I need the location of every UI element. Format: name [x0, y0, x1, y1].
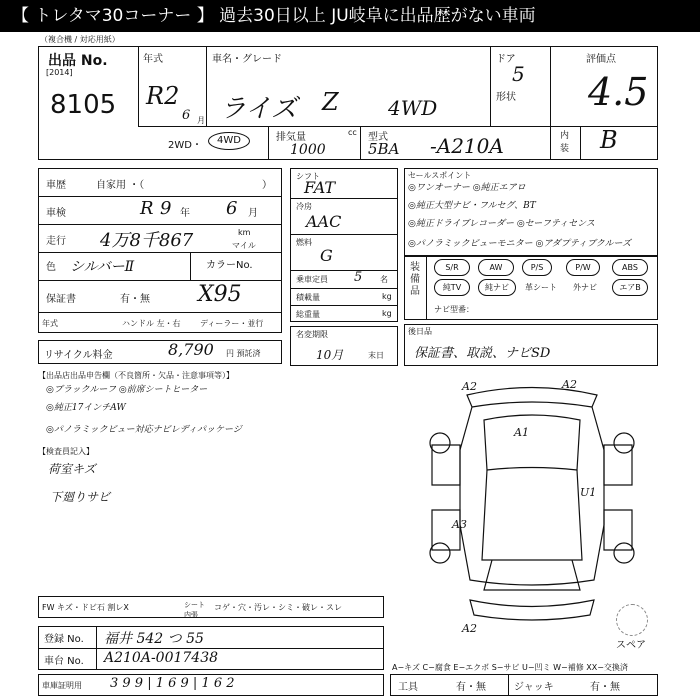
reg-deadline-label: 名変期限: [296, 330, 328, 339]
mileage-label: 走行: [46, 236, 66, 247]
warranty-options: 有・無: [120, 294, 150, 305]
doors-label: ドア: [496, 54, 516, 65]
color-label: 色: [46, 262, 56, 273]
seat-condition: コゲ・穴・汚レ・シミ・破レ・スレ: [214, 603, 342, 612]
equipment-option: 純TV: [434, 279, 470, 296]
registration-label: 登録 No.: [44, 634, 84, 645]
lot-label: 出品 No.: [48, 53, 108, 69]
mileage-unit-km: km: [238, 228, 251, 237]
inspection-month-unit: 月: [248, 208, 258, 219]
year-label: 年式: [143, 54, 163, 65]
damage-mark: A1: [514, 426, 529, 439]
year-month-unit: 月: [197, 116, 205, 125]
inspection-month: 6: [226, 198, 238, 219]
reg-deadline-value: 10月: [316, 348, 344, 362]
notes-label: 【出品店出品申告欄（不良箇所・欠品・注意事項等）】: [38, 371, 234, 380]
car-name: ライズ: [220, 94, 297, 124]
doors-value: 5: [512, 62, 525, 86]
recycle-value: 8,790: [168, 340, 214, 359]
certificate-values: 3 9 9 | 1 6 9 | 1 6 2: [110, 676, 235, 691]
drive-selected: 4WD: [208, 132, 250, 150]
inspection-label: 車検: [46, 208, 66, 219]
model-code-prefix: 5BA: [368, 140, 400, 158]
fw-label: FW キズ・ドビ石 割レX: [42, 603, 129, 612]
inspector-line: 下廻りサビ: [50, 490, 111, 504]
notes-line: ◎ブラックルーフ ◎前席シートヒーター: [46, 385, 208, 395]
aircon-value: AAC: [306, 212, 342, 231]
capacity-value: 5: [354, 270, 363, 285]
history-options: 自家用 ・（: [96, 180, 145, 191]
model-code-value: -A210A: [430, 134, 504, 158]
damage-mark: A3: [452, 518, 467, 531]
inspector-line: 荷室キズ: [48, 462, 96, 476]
steering-row-label: 年式: [42, 319, 58, 328]
displacement-unit: cc: [348, 128, 357, 137]
displacement-label: 排気量: [276, 132, 306, 143]
dealer-label: ディーラー・並行: [200, 319, 264, 328]
equipment-option: S/R: [434, 259, 470, 276]
drive-label: 2WD・: [168, 140, 202, 151]
equipment-option: 純ナビ: [478, 279, 516, 296]
chassis-label: 車台 No.: [44, 656, 84, 667]
jack-value: 有・無: [590, 682, 620, 693]
damage-mark: A2: [562, 378, 577, 391]
later-items-label: 後日品: [408, 327, 432, 336]
warranty-label: 保証書: [46, 294, 76, 305]
shape-label: 形状: [496, 92, 516, 103]
year-month: 6: [182, 108, 191, 123]
inspection-year-unit: 年: [180, 208, 190, 219]
navi-model-label: ナビ型番：: [434, 305, 474, 314]
certificate-label: 車庫証明用: [42, 681, 82, 690]
capacity-unit: 名: [380, 275, 388, 284]
jack-label: ジャッキ: [514, 682, 554, 693]
score-value: 4.5: [588, 70, 649, 114]
inspection-era: R: [140, 198, 154, 219]
chassis-value: A210A-0017438: [104, 650, 219, 666]
shift-value: FAT: [304, 178, 336, 197]
car-damage-diagram: [412, 375, 652, 625]
equipment-option: 革シート: [525, 283, 557, 292]
inspection-year: 9: [160, 198, 172, 219]
history-label: 車歴: [46, 180, 66, 191]
fuel-value: G: [320, 246, 333, 265]
registration-value: 福井 542 つ 55: [104, 631, 204, 647]
sales-point-line: ◎純正ドライブレコーダー ◎セーフティセンス: [408, 219, 595, 229]
score-label: 評価点: [586, 54, 616, 65]
equipment-label: 装備品: [410, 262, 420, 297]
seat-label: シート 内張: [184, 601, 205, 619]
displacement-value: 1000: [290, 142, 326, 158]
car-name-label: 車名・グレード: [212, 54, 282, 65]
sales-point-line: ◎パノラミックビューモニター ◎アダプティブクルーズ: [408, 239, 632, 249]
equipment-option: P/S: [522, 259, 552, 276]
spare-label: スペア: [616, 640, 646, 651]
tools-label: 工具: [398, 682, 418, 693]
damage-mark: A2: [462, 380, 477, 393]
equipment-option: 外ナビ: [573, 283, 597, 292]
lot-number: 8105: [50, 90, 117, 120]
subtitle: （複合機 / 対応用紙）: [40, 35, 120, 44]
aircon-label: 冷房: [296, 202, 312, 211]
damage-mark: A2: [462, 622, 477, 635]
color-code-label: カラーNo.: [206, 260, 253, 271]
page-banner: 【 トレタマ30コーナー 】 過去30日以上 JU岐阜に出品歴がない車両: [0, 0, 700, 32]
mileage-unit-mile: マイル: [232, 241, 256, 250]
car-drive: 4WD: [388, 96, 438, 120]
equipment-option: エアB: [612, 279, 648, 296]
history-close: ）: [262, 180, 272, 191]
warranty-value: X95: [198, 282, 242, 307]
equipment-option: AW: [478, 259, 514, 276]
load-unit: kg: [382, 292, 392, 301]
year-value: R2: [146, 82, 180, 110]
lot-year-tag: [2014]: [46, 68, 73, 77]
interior-label: 内装: [560, 131, 570, 154]
mileage-value: 4万8千867: [100, 230, 194, 251]
steering-label: ハンドル 左・右: [122, 319, 181, 328]
equipment-option: ABS: [612, 259, 648, 276]
damage-legend: A−キズ C−腐食 E−エクボ S−サビ U−凹ミ W−補修 XX−交換済: [392, 663, 628, 672]
gross-label: 総重量: [296, 310, 320, 319]
later-items-value: 保証書、取説、ナビSD: [414, 346, 551, 361]
capacity-label: 乗車定員: [296, 275, 328, 284]
sales-point-line: ◎純正大型ナビ・フルセグ、BT: [408, 201, 536, 211]
model-code-label: 型式: [368, 132, 388, 143]
reg-deadline-end: 末日: [368, 351, 384, 360]
tools-value: 有・無: [456, 682, 486, 693]
inspector-label: 【検査員記入】: [38, 447, 94, 456]
sales-points-label: セールスポイント: [408, 171, 472, 180]
equipment-option: P/W: [566, 259, 600, 276]
damage-mark: U1: [580, 486, 597, 499]
gross-unit: kg: [382, 309, 392, 318]
spare-tire-icon: [616, 604, 648, 636]
load-label: 積載量: [296, 293, 320, 302]
fuel-label: 燃料: [296, 238, 312, 247]
notes-line: ◎パノラミックビュー対応ナビレディパッケージ: [46, 425, 242, 435]
notes-line: ◎純正17インチAW: [46, 403, 126, 413]
interior-value: B: [600, 126, 618, 154]
recycle-unit: 円 預託済: [226, 349, 261, 358]
car-grade: Z: [322, 88, 339, 116]
sales-point-line: ◎ワンオーナー ◎純正エアロ: [408, 183, 526, 193]
color-value: シルバーⅡ: [70, 259, 135, 275]
shift-label: シフト: [296, 172, 320, 181]
recycle-label: リサイクル料金: [44, 350, 113, 361]
